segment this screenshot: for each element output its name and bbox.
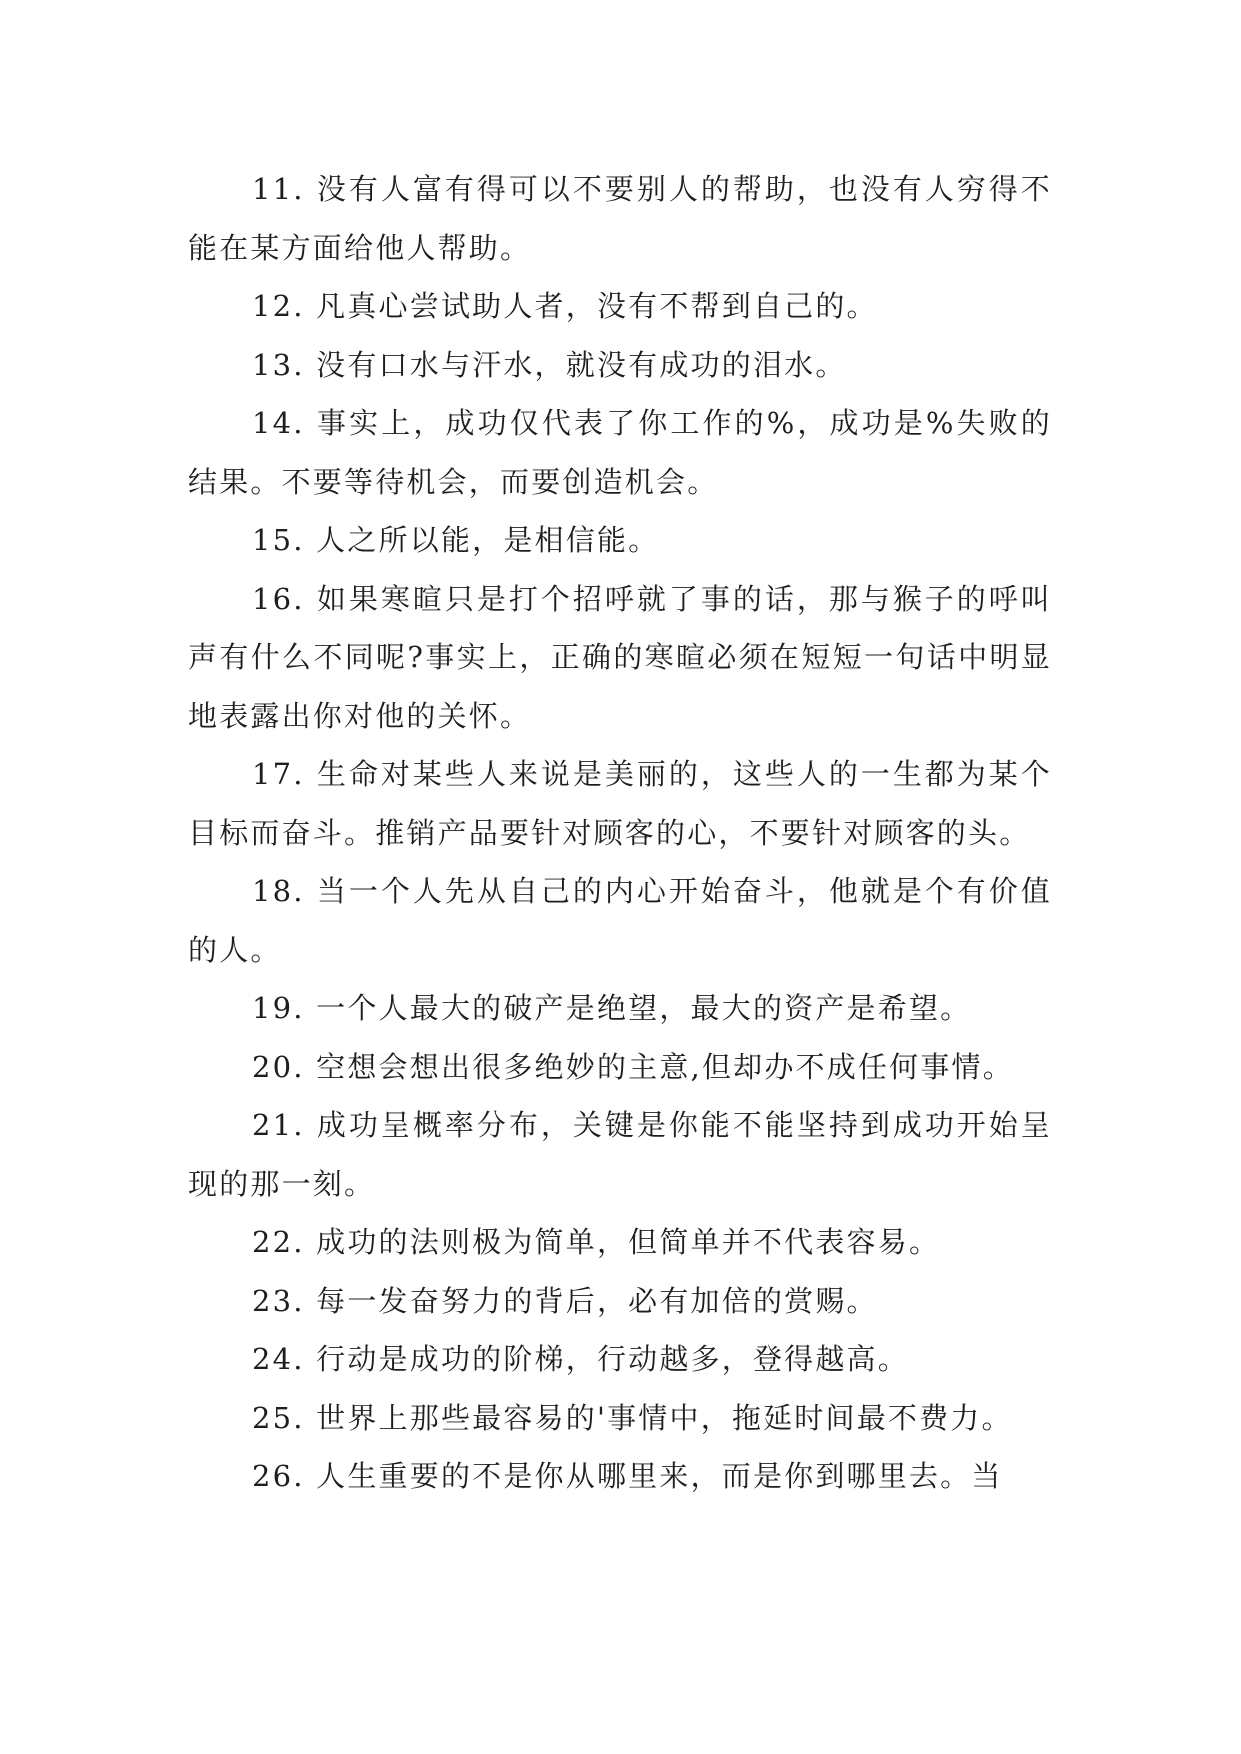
- paragraph-21: 21. 成功呈概率分布，关键是你能不能坚持到成功开始呈现的那一刻。: [188, 1108, 1052, 1201]
- paragraph-24: 24. 行动是成功的阶梯，行动越多，登得越高。: [252, 1342, 909, 1376]
- paragraph-26: 26. 人生重要的不是你从哪里来，而是你到哪里去。当: [252, 1459, 1003, 1493]
- paragraph-12: 12. 凡真心尝试助人者，没有不帮到自己的。: [252, 289, 878, 323]
- paragraph-19: 19. 一个人最大的破产是绝望，最大的资产是希望。: [252, 991, 972, 1025]
- paragraph-18: 18. 当一个人先从自己的内心开始奋斗，他就是个有价值的人。: [188, 874, 1052, 967]
- paragraph-13: 13. 没有口水与汗水，就没有成功的泪水。: [252, 347, 847, 382]
- paragraph-22: 22. 成功的法则极为简单，但简单并不代表容易。: [252, 1225, 941, 1259]
- paragraph-20: 20. 空想会想出很多绝妙的主意,但却办不成任何事情。: [252, 1049, 1014, 1084]
- paragraph-14: 14. 事实上，成功仅代表了你工作的%，成功是%失败的结果。不要等待机会，而要创造机会。: [188, 406, 1052, 499]
- paragraph-25: 25. 世界上那些最容易的'事情中，拖延时间最不费力。: [252, 1400, 1013, 1435]
- paragraph-15: 15. 人之所以能，是相信能。: [252, 523, 660, 557]
- document-body: [188, 160, 1052, 1506]
- paragraph-11: 11. 没有人富有得可以不要别人的帮助，也没有人穷得不能在某方面给他人帮助。: [188, 172, 1052, 265]
- paragraph-23: 23. 每一发奋努力的背后，必有加倍的赏赐。: [252, 1283, 878, 1318]
- paragraph-16: 16. 如果寒暄只是打个招呼就了事的话，那与猴子的呼叫声有什么不同呢?事实上，正确的寒暄必须在短短一句话中明显地表露出你对他的关怀。: [188, 581, 1052, 733]
- paragraph-17: 17. 生命对某些人来说是美丽的，这些人的一生都为某个目标而奋斗。推销产品要针对顾客的心，不要针对顾客的头。: [188, 757, 1052, 850]
